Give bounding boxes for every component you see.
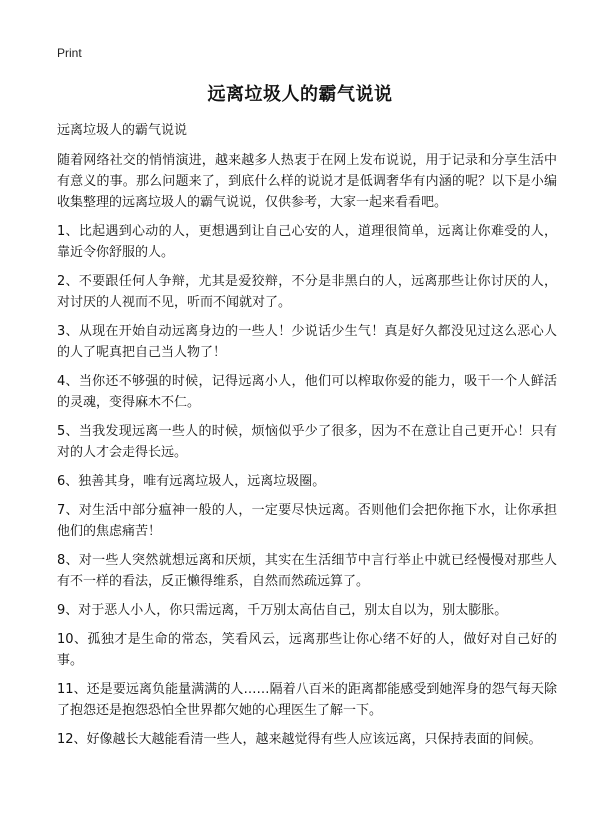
list-item: 4、当你还不够强的时候，记得远离小人，他们可以榨取你爱的能力，吸干一个人鲜活的灵魂，变得麻木不仁。 [57, 374, 557, 410]
list-item: 1、比起遇到心动的人，更想遇到让自己心安的人，道理很简单，远离让你难受的人，靠近令你舒服的人。 [57, 224, 557, 260]
list-item: 2、不要跟任何人争辩，尤其是爱狡辩，不分是非黑白的人，远离那些让你讨厌的人，对讨厌的人视而不见，听而不闻就对了。 [57, 274, 557, 310]
print-link[interactable]: Print [57, 46, 82, 60]
article-subtitle: 远离垃圾人的霸气说说 [57, 123, 188, 138]
intro-paragraph: 随着网络社交的悄悄演进，越来越多人热衷于在网上发布说说，用于记录和分享生活中有意义的事。那么问题来了，到底什么样的说说才是低调奢华有内涵的呢？以下是小编收集整理的远离垃圾人的霸气说说，仅供参考，大家一起来看看吧。 [57, 153, 557, 210]
article-body [57, 120, 557, 758]
list-item: 11、还是要远离负能量满满的人……隔着八百米的距离都能感受到她浑身的怨气每天除了抱怨还是抱怨恐怕全世界都欠她的心理医生了解一下。 [57, 682, 557, 718]
list-item: 5、当我发现远离一些人的时候，烦恼似乎少了很多，因为不在意让自己更开心！只有对的人才会走得长远。 [57, 424, 557, 460]
list-item: 6、独善其身，唯有远离垃圾人，远离垃圾圈。 [57, 474, 326, 489]
list-item: 12、好像越长大越能看清一些人，越来越觉得有些人应该远离，只保持表面的间候。 [57, 732, 542, 747]
list-item: 3、从现在开始自动远离身边的一些人！少说话少生气！真是好久都没见过这么恶心人的人了呢真把自己当人物了！ [57, 324, 557, 360]
list-item: 7、对生活中部分瘟神一般的人，一定要尽快远离。否则他们会把你拖下水，让你承担他们的焦虑痛苦！ [57, 503, 557, 539]
list-item: 10、孤独才是生命的常态，笑看风云，远离那些让你心绪不好的人，做好对自己好的事。 [57, 632, 557, 668]
list-item: 8、对一些人突然就想远离和厌烦，其实在生活细节中言行举止中就已经慢慢对那些人有不一样的看法，反正懒得维系，自然而然疏远算了。 [57, 553, 557, 589]
list-item: 9、对于恶人小人，你只需远离，千万别太高估自己，别太自以为，别太膨胀。 [57, 603, 508, 618]
page-title: 远离垃圾人的霸气说说 [207, 84, 393, 105]
